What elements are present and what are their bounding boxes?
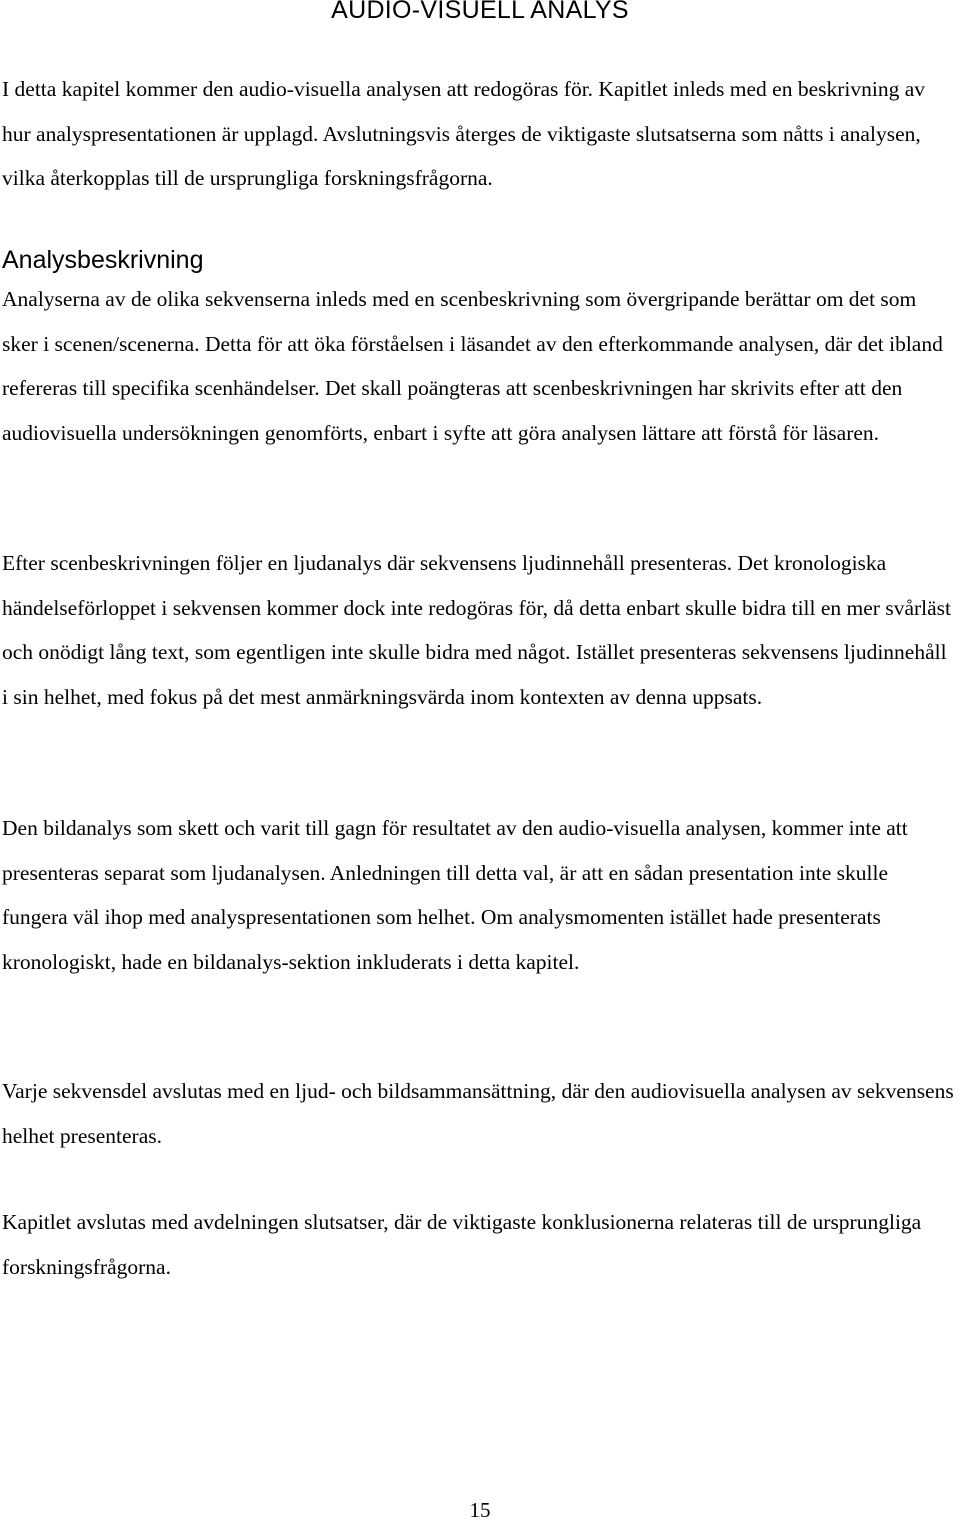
body-paragraph-2: Efter scenbeskrivningen följer en ljudanalys där sekvensens ljudinnehåll presenteras. Det kronologiska händelseförloppet i sekvensen kommer dock inte redogöras för, då detta enbart skulle bidra till en mer svårläst och onödigt lång text, som egentligen inte skulle bidra med något. Istället presenteras sekvensens ljudinnehåll i sin helhet, med fokus på det mest anmärkningsvärda inom kontexten av denna uppsats. xyxy=(2,551,952,709)
body-paragraph-1: Analyserna av de olika sekvenserna inleds med en scenbeskrivning som övergripande berättar om det som sker i scenen/scenerna. Detta för att öka förståelsen i läsandet av den efterkommande analysen, där det ibland refereras till specifika scenhändelser. Det skall poängteras att scenbeskrivningen har skrivits efter att den audiovisuella undersökningen genomförts, enbart i syfte att göra analysen lättare att förstå för läsaren. xyxy=(2,287,943,445)
body-paragraph-3: Den bildanalys som skett och varit till gagn för resultatet av den audio-visuella analysen, kommer inte att presenteras separat som ljudanalysen. Anledningen till detta val, är att en sådan presentation inte skulle fungera väl ihop med analyspresentationen som helhet. Om analysmomenten istället hade presenterats kronologiskt, hade en bildanalys-sektion inkluderats i detta kapitel. xyxy=(2,816,908,974)
body-paragraph-5: Kapitlet avslutas med avdelningen slutsatser, där de viktigaste konklusionerna relateras till de ursprungliga forskningsfrågorna. xyxy=(2,1210,922,1279)
page-number: 15 xyxy=(469,1498,491,1522)
chapter-title: AUDIO-VISUELL ANALYS xyxy=(331,0,629,24)
section-heading: Analysbeskrivning xyxy=(2,246,204,274)
body-paragraph-4: Varje sekvensdel avslutas med en ljud- och bildsammansättning, där den audiovisuella analysen av sekvensens helhet presenteras. xyxy=(2,1079,954,1148)
intro-paragraph: I detta kapitel kommer den audio-visuella analysen att redogöras för. Kapitlet inleds med en beskrivning av hur analyspresentationen är upplagd. Avslutningsvis återges de viktigaste slutsatserna som nåtts i analysen, vilka återkopplas till de ursprungliga forskningsfrågorna. xyxy=(2,77,926,190)
